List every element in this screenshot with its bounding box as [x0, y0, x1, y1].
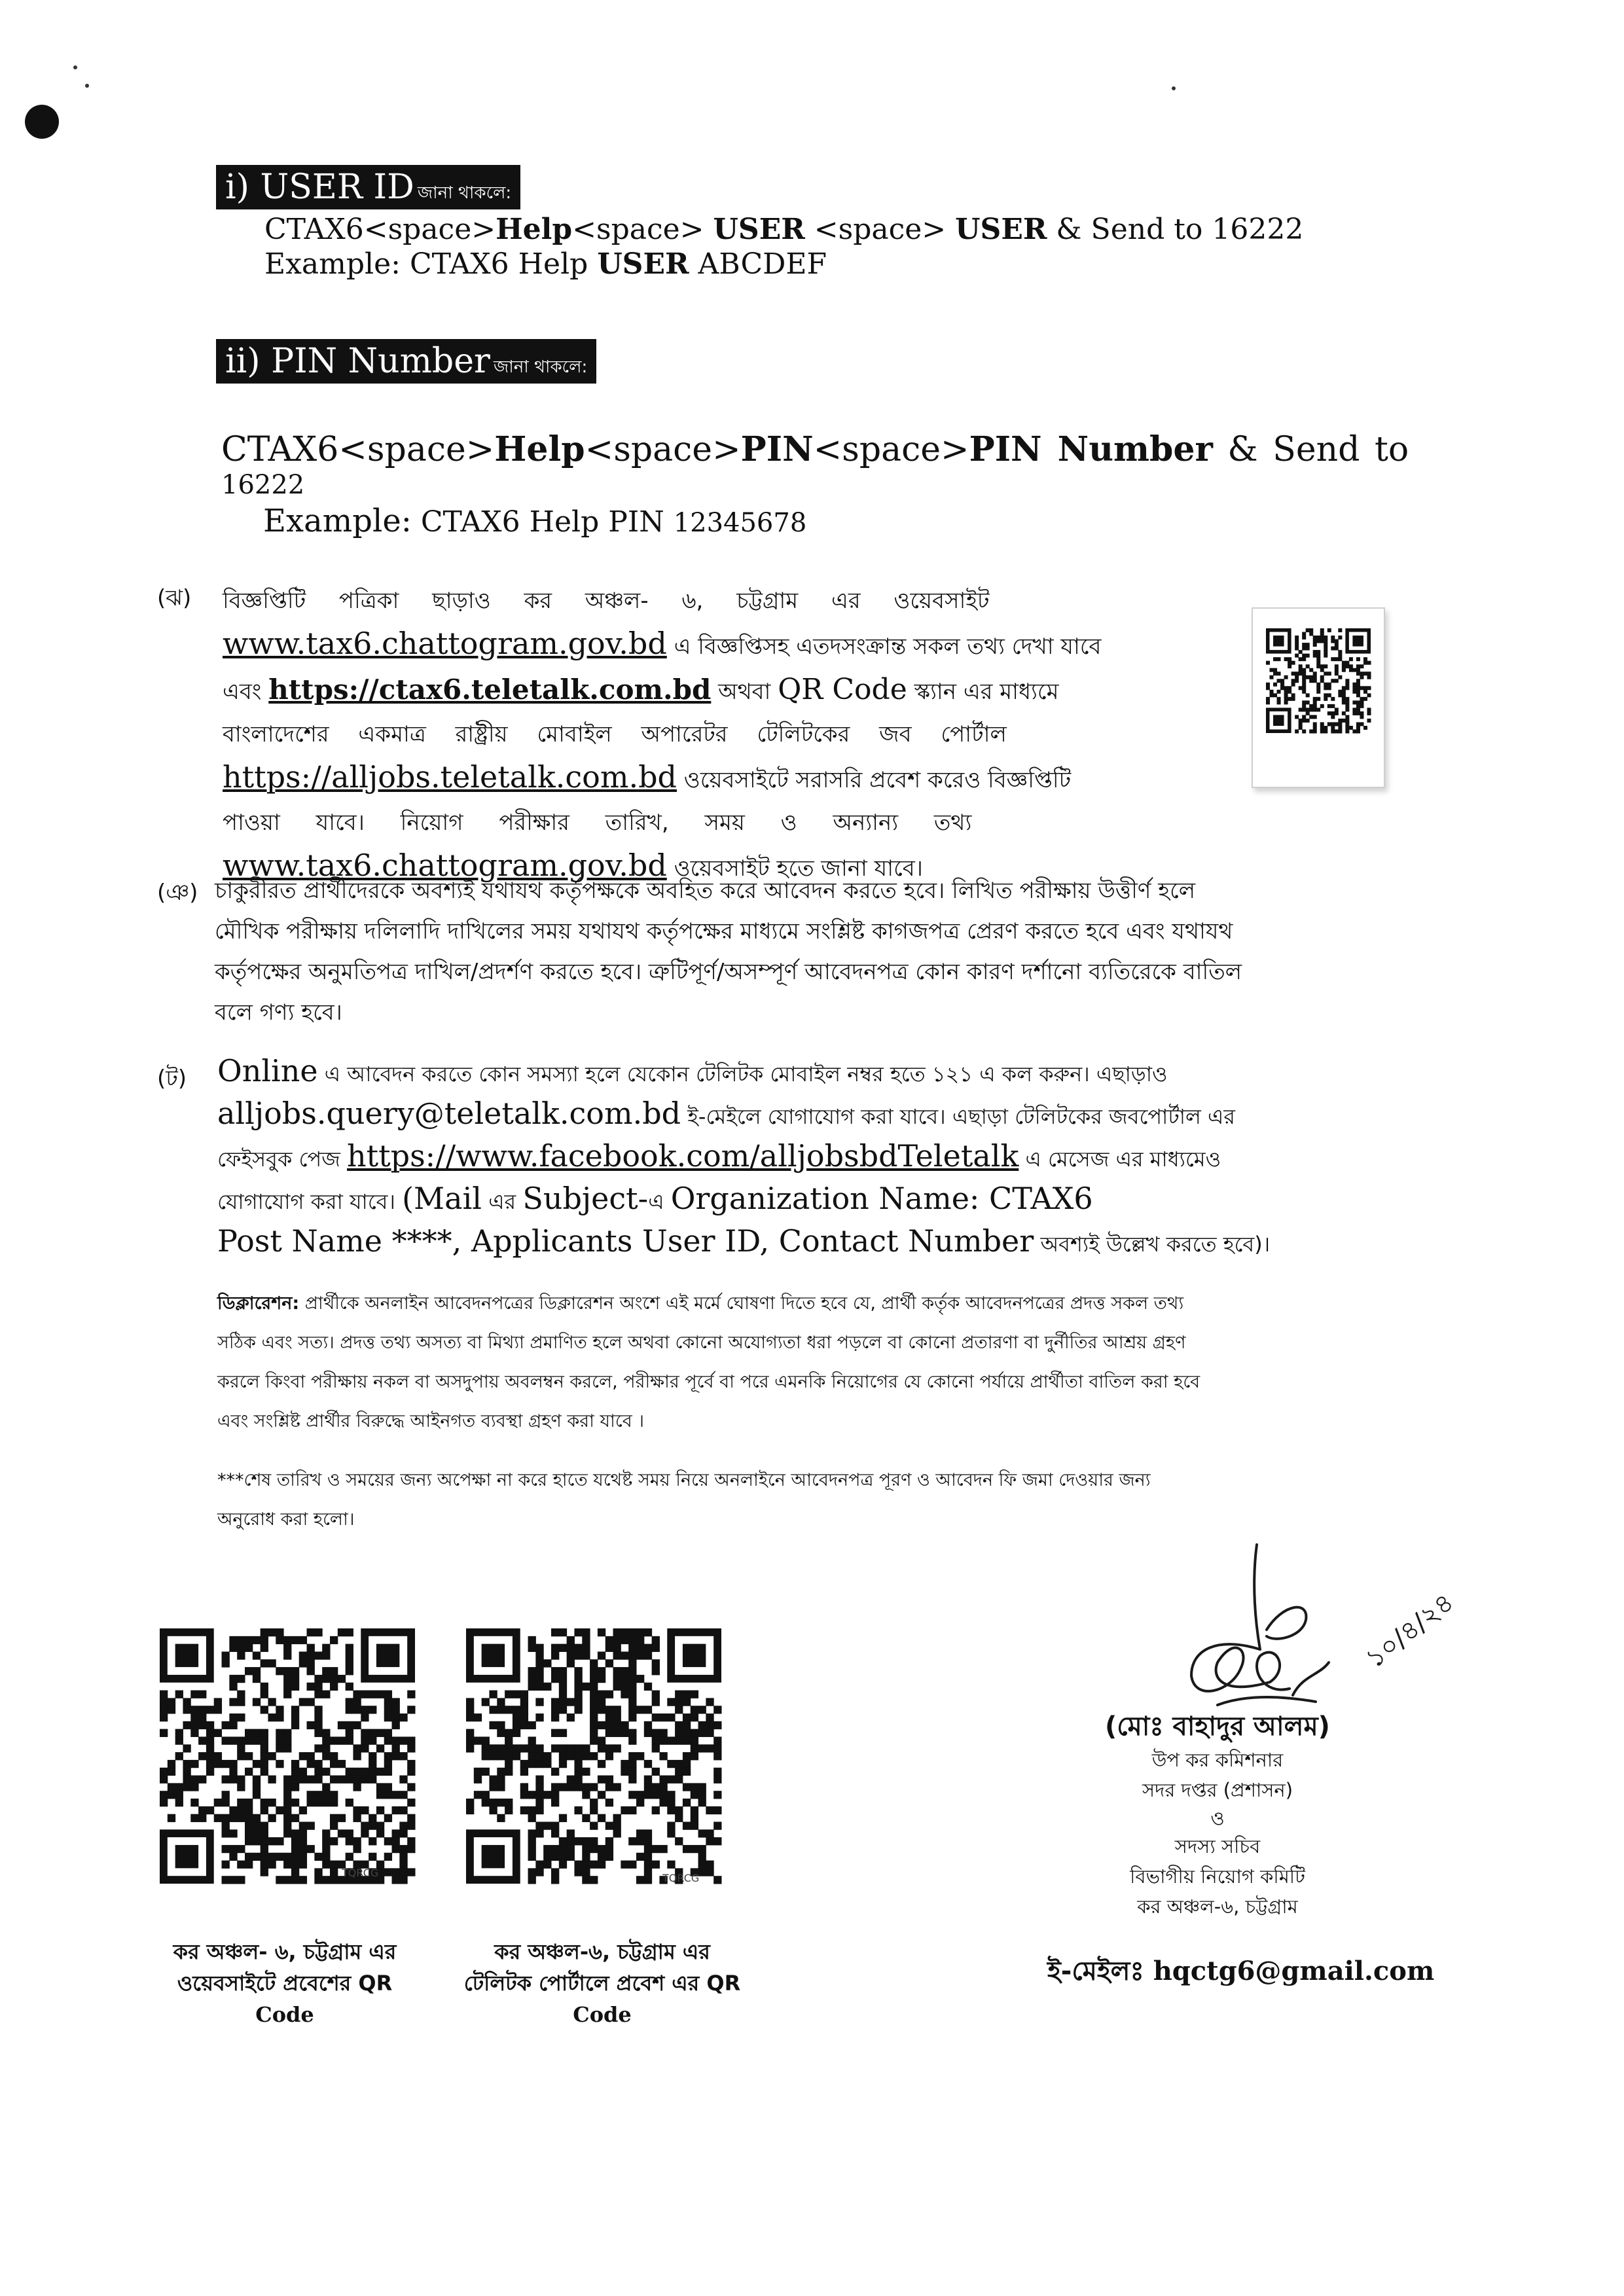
scan-dot [25, 105, 59, 139]
teletalk-qr-code [466, 1628, 728, 1890]
signature-block: (মোঃ বাহাদুর আলম) উপ কর কমিশনার সদর দপ্তর (প্রশাসন) ও সদস্য সচিব বিভাগীয় নিয়োগ কমিটি কর অঞ্চল-৬, চট্টগ্রাম [1034, 1708, 1401, 1922]
qr-pattern [1266, 628, 1371, 733]
scan-speck [1172, 86, 1176, 90]
qr-code-image [160, 1628, 422, 1884]
handwritten-date: ১০/৪/২৪ [1360, 1587, 1460, 1674]
para-ta-marker: (ট) [157, 1066, 187, 1092]
qr-code-image [1266, 628, 1371, 736]
qr-generator-tag: TQRCG [662, 1872, 700, 1884]
para-jha-body: বিজ্ঞপ্তিটি পত্রিকা ছাড়াও কর অঞ্চল- ৬, চট্টগ্রাম এর ওয়েবসাইট www.tax6.chattogram.gov.bd এ বিজ্ঞপ্তিসহ এতদসংক্রান্ত সকল তথ্য দেখা যাবে এবং https://ctax6.teletalk.com.bd অথবা QR Code স্ক্যান এর মাধ্যমে বাংলাদেশের একমাত্র রাষ্ট্রীয় মোবাইল অপারেটর টেলিটকের জব পোর্টাল https://alljobs.teletalk.com.bd ওয়েবসাইটে সরাসরি প্রবেশ করেও বিজ্ঞপ্তিটি পাওয়া যাবে। নিয়োগ পরীক্ষার তারিখ, সময় ও অন্যান্য তথ্য www.tax6.chattogram.gov.bd ওয়েবসাইট হতে জানা যাবে। [223, 588, 1102, 883]
handwritten-signature [1178, 1538, 1460, 1728]
user-id-command: CTAX6<space>Help<space> USER <space> USER & Send to 16222 [264, 213, 1304, 246]
para-ta-body: Online এ আবেদন করতে কোন সমস্যা হলে যেকোন টেলিটক মোবাইল নম্বর হতে ১২১ এ কল করুন। এছাড়াও alljobs.query@teletalk.com.bd ই-মেইলে যোগাযোগ করা যাবে। এছাড়া টেলিটকের জবপোর্টাল এর ফেইসবুক পেজ https://www.facebook.com/alljobsbdTeletalk এ মেসেজ এর মাধ্যমেও যোগাযোগ করা যাবে। (Mail এর Subject-এ Organization Name: CTAX6 Post Name ****, Applicants User ID, Contact Number অবশ্যই উল্লেখ করতে হবে)। [217, 1053, 1271, 1259]
pin-command: CTAX6<space>Help<space>PIN<space>PIN Number & Send to [221, 429, 1409, 469]
para-nya-marker: (ঞ) [157, 880, 198, 906]
signatory-committee: বিভাগীয় নিয়োগ কমিটি [1130, 1865, 1305, 1888]
scan-speck [85, 84, 89, 88]
declaration-block: ডিক্লারেশন: প্রার্থীকে অনলাইন আবেদনপত্রের ডিক্লারেশন অংশে এই মর্মে ঘোষণা দিতে হবে যে, প্রার্থী কর্তৃক আবেদনপত্রের প্রদত্ত সকল তথ্য সঠিক এবং সত্য। প্রদত্ত তথ্য অসত্য বা মিথ্যা প্রমাণিত হলে অথবা কোনো অযোগ্যতা ধরা পড়লে বা কোনো প্রতারণা বা দুর্নীতির আশ্রয় গ্রহণ করলে কিংবা পরীক্ষায় নকল বা অসদুপায় অবলম্বন করলে, পরীক্ষার পূর্বে বা পরে এমনকি নিয়োগের যে কোনো পর্যায়ে প্রার্থীতা বাতিল করা হবে এবং সংশ্লিষ্ট প্রার্থীর বিরুদ্ধে আইনগত ব্যবস্থা গ্রহণ করা যাবে । [217, 1293, 1200, 1431]
pin-header: ii) PIN Number জানা থাকলে: [216, 339, 596, 384]
user-id-header: i) USER ID জানা থাকলে: [216, 165, 520, 209]
facebook-page-link[interactable]: https://www.facebook.com/alljobsbdTeletalk [347, 1138, 1019, 1174]
user-id-example: Example: CTAX6 Help USER ABCDEF [264, 247, 827, 281]
signatory-email: ই-মেইলঃ hqctg6@gmail.com [1047, 1956, 1435, 1986]
website-link[interactable]: www.tax6.chattogram.gov.bd [223, 626, 667, 661]
deadline-note: ***শেষ তারিখ ও সময়ের জন্য অপেক্ষা না করে হাতে যথেষ্ট সময় নিয়ে অনলাইনে আবেদনপত্র পূরণ ও আবেদন ফি জমা দেওয়ার জন্য অনুরোধ করা হলো। [217, 1470, 1151, 1530]
inline-qr-code [1252, 607, 1385, 788]
pin-command-line2: 16222 [221, 470, 305, 500]
signatory-zone: কর অঞ্চল-৬, চট্টগ্রাম [1137, 1895, 1298, 1918]
para-nya-body: চাকুরীরত প্রার্থীদেরকে অবশ্যই যথাযথ কর্তৃপক্ষকে অবহিত করে আবেদন করতে হবে। লিখিত পরীক্ষায় উত্তীর্ণ হলে মৌখিক পরীক্ষায় দলিলাদি দাখিলের সময় যথাযথ কর্তৃপক্ষের মাধ্যমে সংশ্লিষ্ট কাগজপত্র প্রেরণ করতে হবে এবং যথাযথ কর্তৃপক্ষের অনুমতিপত্র দাখিল/প্রদর্শণ করতে হবে। ত্রুটিপূর্ণ/অসম্পূর্ণ আবেদনপত্র কোন কারণ দর্শানো ব্যতিরেকে বাতিল বলে গণ্য হবে। [215, 878, 1242, 1026]
signatory-title: উপ কর কমিশনার [1151, 1749, 1284, 1771]
alljobs-link[interactable]: https://alljobs.teletalk.com.bd [223, 759, 677, 795]
teletalk-portal-link[interactable]: https://ctax6.teletalk.com.bd [268, 673, 712, 706]
website-link[interactable]: www.tax6.chattogram.gov.bd [223, 848, 667, 883]
signatory-office: সদর দপ্তর (প্রশাসন) [1142, 1779, 1293, 1801]
scan-speck [73, 65, 77, 69]
support-email: alljobs.query@teletalk.com.bd [217, 1096, 681, 1131]
para-jha-marker: (ঝ) [157, 585, 192, 611]
qr-code-image [466, 1628, 728, 1884]
teletalk-qr-caption: কর অঞ্চল-৬, চট্টগ্রাম এর টেলিটক পোর্টালে প্রবেশ এর QR Code [463, 1939, 741, 2027]
qr-pattern [160, 1628, 415, 1884]
signatory-role: সদস্য সচিব [1174, 1835, 1261, 1857]
website-qr-caption: কর অঞ্চল- ৬, চট্টগ্রাম এর ওয়েবসাইটে প্রবেশের QR Code [173, 1939, 397, 2027]
qr-pattern [466, 1628, 721, 1884]
website-qr-code [160, 1628, 422, 1890]
qr-generator-tag: TQRCG [342, 1867, 379, 1879]
signatory-name: (মোঃ বাহাদুর আলম) [1105, 1712, 1330, 1742]
pin-example: Example: CTAX6 Help PIN 12345678 [263, 503, 807, 539]
